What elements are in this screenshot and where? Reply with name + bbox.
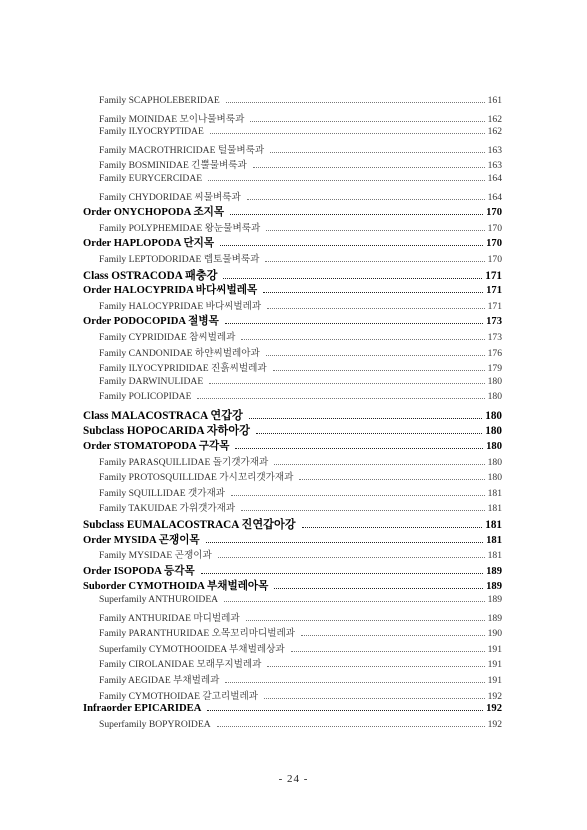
dot-leader bbox=[209, 383, 484, 384]
toc-entry-label: Family CANDONIDAE 하얀씨벌레아과 bbox=[99, 347, 260, 359]
toc-entry-page: 180 bbox=[487, 391, 502, 403]
toc-entry bbox=[83, 407, 502, 423]
toc-entry-label: Family LEPTODORIDAE 렙토물벼룩과 bbox=[99, 253, 260, 265]
dot-leader bbox=[267, 666, 484, 667]
toc-entry-page: 192 bbox=[487, 690, 502, 702]
dot-leader bbox=[217, 726, 485, 727]
toc-entry-label: Order HAPLOPODA 단지목 bbox=[83, 238, 215, 250]
toc-entry bbox=[83, 703, 502, 719]
toc-entry-label: Family ILYOCYPRIDIDAE 진흙씨벌레과 bbox=[99, 363, 267, 375]
toc-entry-label: Family ILYOCRYPTIDAE bbox=[99, 126, 204, 138]
toc-entry-label: Order ONYCHOPODA 조지목 bbox=[83, 207, 225, 219]
toc-entry-label: Infraorder EPICARIDEA bbox=[83, 703, 202, 715]
toc-entry-page: 189 bbox=[487, 594, 502, 605]
toc-entry-label: Class OSTRACODA 패충강 bbox=[83, 269, 218, 282]
toc-entry-page: 170 bbox=[486, 207, 502, 219]
toc-entry-label: Family PROTOSQUILLIDAE 가시꼬리갯가재과 bbox=[99, 472, 294, 484]
toc-entry bbox=[83, 282, 502, 298]
dot-leader bbox=[246, 620, 485, 621]
toc-entry-page: 171 bbox=[487, 300, 502, 312]
toc-entry-label: Family CHYDORIDAE 씨물벼룩과 bbox=[99, 191, 241, 203]
dot-leader bbox=[264, 698, 485, 699]
toc-entry-page: 181 bbox=[487, 550, 502, 562]
toc-entry-page: 189 bbox=[487, 612, 502, 624]
toc-entry-label: Family EURYCERCIDAE bbox=[99, 172, 203, 184]
toc-entry bbox=[83, 594, 502, 610]
toc-entry-label: Order STOMATOPODA 구각목 bbox=[83, 441, 230, 453]
toc-entry bbox=[83, 688, 502, 704]
toc-entry-page: 170 bbox=[487, 253, 502, 265]
toc-entry bbox=[83, 189, 502, 205]
toc-entry-label: Family MACROTHRICIDAE 털물벼룩과 bbox=[99, 144, 265, 156]
toc-entry-page: 173 bbox=[487, 331, 502, 343]
toc-entry-label: Class MALACOSTRACA 연갑강 bbox=[83, 409, 243, 422]
toc-entry bbox=[83, 235, 502, 251]
toc-entry-page: 190 bbox=[487, 628, 502, 640]
toc-entry bbox=[83, 625, 502, 641]
toc-entry bbox=[83, 329, 502, 345]
toc-entry-page: 191 bbox=[487, 643, 502, 655]
toc-entry-label: Family POLICOPIDAE bbox=[99, 391, 192, 403]
toc-entry-label: Subclass EUMALACOSTRACA 진연갑아강 bbox=[83, 519, 296, 532]
toc-entry bbox=[83, 532, 502, 548]
dot-leader bbox=[218, 557, 485, 558]
dot-leader bbox=[270, 152, 484, 153]
toc-entry-page: 181 bbox=[485, 519, 502, 532]
toc-entry bbox=[83, 438, 502, 454]
toc-entry bbox=[83, 485, 502, 501]
dot-leader bbox=[210, 133, 485, 134]
toc-entry-page: 170 bbox=[486, 238, 502, 250]
dot-leader bbox=[235, 448, 483, 449]
dot-leader bbox=[208, 180, 484, 181]
toc-entry-label: Family SCAPHOLEBERIDAE bbox=[99, 95, 220, 106]
toc-entry-page: 180 bbox=[487, 472, 502, 484]
toc-entry-label: Family POLYPHEMIDAE 왕눈물벼룩과 bbox=[99, 222, 261, 234]
toc-entry bbox=[83, 500, 502, 516]
toc-entry bbox=[83, 578, 502, 594]
dot-leader bbox=[256, 433, 482, 434]
toc-entry-page: 181 bbox=[487, 487, 502, 499]
toc-entry-page: 180 bbox=[485, 409, 502, 422]
dot-leader bbox=[273, 370, 485, 371]
toc-entry-page: 162 bbox=[487, 113, 502, 125]
dot-leader bbox=[206, 542, 483, 543]
toc-entry bbox=[83, 391, 502, 407]
toc-entry-label: Superfamily ANTHUROIDEA bbox=[99, 594, 219, 605]
dot-leader bbox=[230, 214, 483, 215]
page-number: - 24 - bbox=[278, 773, 309, 785]
toc-entry-label: Family ANTHURIDAE 마디벌레과 bbox=[99, 612, 240, 624]
toc-entry-label: Family CIROLANIDAE 모래무지벌레과 bbox=[99, 659, 262, 671]
dot-leader bbox=[263, 292, 483, 293]
toc-entry-label: Order ISOPODA 등각목 bbox=[83, 565, 195, 577]
dot-leader bbox=[226, 102, 485, 103]
dot-leader bbox=[266, 355, 485, 356]
toc-entry-label: Superfamily CYMOTHOOIDEA 부채벌레상과 bbox=[99, 643, 285, 655]
table-of-contents bbox=[83, 95, 502, 734]
toc-entry bbox=[83, 610, 502, 626]
toc-entry bbox=[83, 516, 502, 532]
toc-entry-label: Order PODOCOPIDA 절병목 bbox=[83, 316, 219, 328]
toc-entry bbox=[83, 126, 502, 142]
toc-entry bbox=[83, 111, 502, 127]
toc-entry bbox=[83, 345, 502, 361]
toc-entry-label: Family PARASQUILLIDAE 돌기갯가재과 bbox=[99, 456, 269, 468]
toc-entry bbox=[83, 142, 502, 158]
toc-entry bbox=[83, 672, 502, 688]
toc-entry bbox=[83, 157, 502, 173]
toc-entry-label: Family MOINIDAE 모이나물벼룩과 bbox=[99, 113, 245, 125]
dot-leader bbox=[274, 464, 484, 465]
toc-entry bbox=[83, 204, 502, 220]
dot-leader bbox=[291, 651, 485, 652]
toc-entry-page: 189 bbox=[486, 581, 502, 593]
dot-leader bbox=[302, 527, 483, 528]
toc-entry-label: Superfamily BOPYROIDEA bbox=[99, 718, 211, 730]
dot-leader bbox=[249, 418, 482, 419]
toc-entry bbox=[83, 267, 502, 283]
toc-entry bbox=[83, 376, 502, 392]
toc-entry-page: 180 bbox=[486, 441, 502, 453]
toc-entry-page: 191 bbox=[487, 659, 502, 671]
dot-leader bbox=[225, 682, 484, 683]
toc-entry-label: Family MYSIDAE 곤쟁이과 bbox=[99, 550, 212, 562]
toc-entry-page: 180 bbox=[485, 425, 502, 438]
toc-entry bbox=[83, 563, 502, 579]
toc-entry-page: 181 bbox=[487, 503, 502, 515]
dot-leader bbox=[241, 510, 484, 511]
dot-leader bbox=[201, 573, 483, 574]
dot-leader bbox=[223, 278, 482, 279]
toc-entry-page: 191 bbox=[487, 674, 502, 686]
dot-leader bbox=[241, 339, 484, 340]
toc-entry-page: 176 bbox=[487, 347, 502, 359]
dot-leader bbox=[197, 398, 484, 399]
toc-entry bbox=[83, 251, 502, 267]
toc-entry bbox=[83, 641, 502, 657]
toc-entry bbox=[83, 173, 502, 189]
toc-entry-page: 163 bbox=[487, 160, 502, 172]
dot-leader bbox=[299, 479, 484, 480]
dot-leader bbox=[220, 245, 483, 246]
toc-entry-label: Subclass HOPOCARIDA 자하아강 bbox=[83, 425, 250, 438]
toc-entry-label: Family TAKUIDAE 가위갯가재과 bbox=[99, 503, 236, 515]
toc-entry-label: Order HALOCYPRIDA 바다씨벌레목 bbox=[83, 285, 258, 297]
toc-entry bbox=[83, 298, 502, 314]
toc-entry-page: 173 bbox=[486, 316, 502, 328]
toc-entry-page: 164 bbox=[487, 191, 502, 203]
toc-entry bbox=[83, 95, 502, 111]
toc-entry-page: 180 bbox=[487, 456, 502, 468]
toc-entry-label: Family BOSMINIDAE 긴뿔물벼룩과 bbox=[99, 160, 247, 172]
toc-entry-page: 164 bbox=[487, 172, 502, 184]
dot-leader bbox=[253, 167, 485, 168]
toc-entry bbox=[83, 454, 502, 470]
toc-entry-label: Family AEGIDAE 부채벌레과 bbox=[99, 674, 220, 686]
toc-entry-page: 189 bbox=[486, 565, 502, 577]
toc-entry-label: Family DARWINULIDAE bbox=[99, 375, 204, 387]
dot-leader bbox=[301, 635, 485, 636]
toc-entry-label: Family CYMOTHOIDAE 갈고리벌레과 bbox=[99, 690, 259, 702]
toc-entry-page: 181 bbox=[486, 534, 502, 546]
dot-leader bbox=[224, 601, 485, 602]
toc-entry-page: 180 bbox=[487, 375, 502, 387]
toc-entry-page: 170 bbox=[487, 222, 502, 234]
toc-entry-page: 171 bbox=[485, 269, 502, 282]
toc-entry bbox=[83, 360, 502, 376]
toc-entry bbox=[83, 469, 502, 485]
dot-leader bbox=[274, 588, 483, 589]
dot-leader bbox=[207, 710, 483, 711]
toc-entry-label: Family HALOCYPRIDAE 바다씨벌레과 bbox=[99, 300, 262, 312]
toc-entry-page: 192 bbox=[486, 703, 502, 715]
toc-entry-label: Order MYSIDA 곤쟁이목 bbox=[83, 534, 200, 546]
toc-entry-label: Family SQUILLIDAE 갯가재과 bbox=[99, 487, 226, 499]
toc-entry bbox=[83, 422, 502, 438]
toc-entry-page: 162 bbox=[487, 126, 502, 138]
toc-entry bbox=[83, 313, 502, 329]
toc-entry-label: Family PARANTHURIDAE 오목꼬리마디벌레과 bbox=[99, 628, 296, 640]
toc-entry bbox=[83, 656, 502, 672]
toc-entry-label: Suborder CYMOTHOIDA 부채벌레아목 bbox=[83, 581, 269, 593]
toc-entry-page: 163 bbox=[487, 144, 502, 156]
dot-leader bbox=[247, 199, 485, 200]
dot-leader bbox=[250, 121, 484, 122]
toc-entry bbox=[83, 719, 502, 735]
toc-entry-page: 179 bbox=[487, 363, 502, 375]
dot-leader bbox=[231, 495, 485, 496]
dot-leader bbox=[265, 261, 484, 262]
toc-entry bbox=[83, 547, 502, 563]
toc-entry-label: Family CYPRIDIDAE 참씨벌레과 bbox=[99, 331, 236, 343]
toc-entry-page: 161 bbox=[487, 95, 502, 106]
toc-entry-page: 192 bbox=[487, 718, 502, 730]
dot-leader bbox=[225, 323, 483, 324]
dot-leader bbox=[266, 230, 484, 231]
toc-entry-page: 171 bbox=[486, 285, 502, 297]
dot-leader bbox=[267, 308, 484, 309]
toc-entry bbox=[83, 220, 502, 236]
